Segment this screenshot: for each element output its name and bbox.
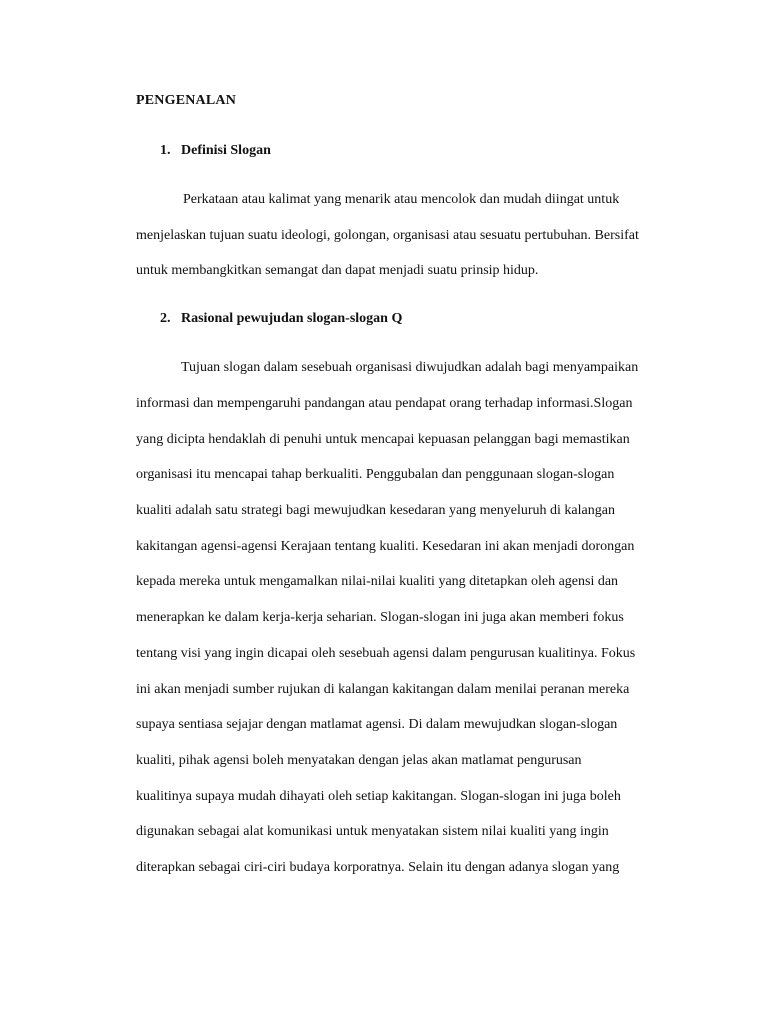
paragraph-line: kepada mereka untuk mengamalkan nilai-nilai kualiti yang ditetapkan oleh agensi dan [136,574,619,589]
section-heading-text: Definisi Slogan [181,143,271,158]
section-heading-rasional [160,311,402,327]
paragraph-line: tentang visi yang ingin dicapai oleh sesebuah agensi dalam pengurusan kualitinya. Fokus [136,646,636,661]
paragraph-line: kualiti, pihak agensi boleh menyatakan dengan jelas akan matlamat pengurusan [136,753,582,768]
paragraph-line: menjelaskan tujuan suatu ideologi, golongan, organisasi atau sesuatu pertubuhan. Bersifat [136,228,639,243]
section-heading-text: Rasional pewujudan slogan-slogan Q [181,311,403,326]
paragraph-line: kakitangan agensi-agensi Kerajaan tentang kualiti. Kesedaran ini akan menjadi dorongan [136,539,635,554]
paragraph-line: organisasi itu mencapai tahap berkualiti. Penggubalan dan penggunaan slogan-slogan [136,467,615,482]
paragraph-line: menerapkan ke dalam kerja-kerja seharian. Slogan-slogan ini juga akan memberi fokus [136,610,624,625]
paragraph-line: Tujuan slogan dalam sesebuah organisasi diwujudkan adalah bagi menyampaikan [181,360,639,375]
paragraph-line: untuk membangkitkan semangat dan dapat menjadi suatu prinsip hidup. [136,263,539,278]
paragraph-line: ini akan menjadi sumber rujukan di kalangan kakitangan dalam menilai peranan mereka [136,682,630,697]
section-number: 2. [160,311,171,326]
document-title: PENGENALAN [136,93,237,108]
paragraph-line: Perkataan atau kalimat yang menarik atau mencolok dan mudah diingat untuk [183,192,620,207]
section-number: 1. [160,143,171,158]
paragraph-line: diterapkan sebagai ciri-ciri budaya korporatnya. Selain itu dengan adanya slogan yang [136,860,620,875]
paragraph-line: supaya sentiasa sejajar dengan matlamat agensi. Di dalam mewujudkan slogan-slogan [136,717,618,732]
paragraph-line: digunakan sebagai alat komunikasi untuk menyatakan sistem nilai kualiti yang ingin [136,824,609,839]
section-heading-definisi [160,143,271,159]
paragraph-line: kualiti adalah satu strategi bagi mewujudkan kesedaran yang menyeluruh di kalangan [136,503,615,518]
paragraph-line: kualitinya supaya mudah dihayati oleh setiap kakitangan. Slogan-slogan ini juga boleh [136,789,621,804]
paragraph-line: informasi dan mempengaruhi pandangan atau pendapat orang terhadap informasi.Slogan [136,396,633,411]
paragraph-line: yang dicipta hendaklah di penuhi untuk mencapai kepuasan pelanggan bagi memastikan [136,432,630,447]
